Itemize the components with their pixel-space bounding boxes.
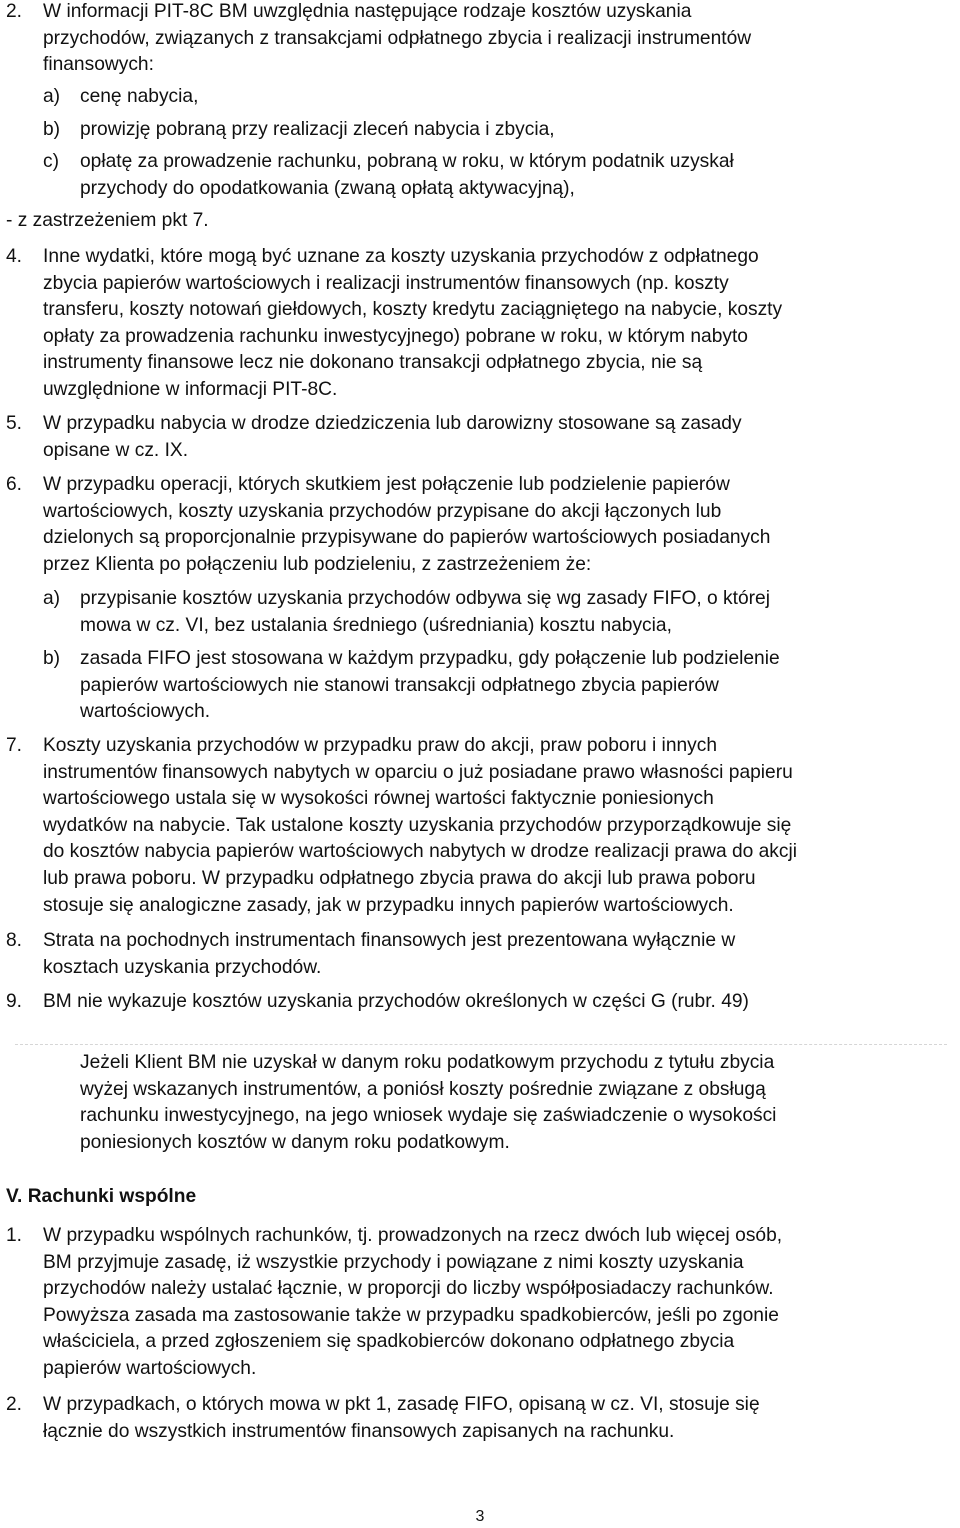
text-line: finansowych: [43, 54, 154, 76]
item-text [43, 1223, 953, 1383]
text-line: wydatków na nabycie. Tak ustalone koszty uzyskania przychodów przyporządkowuje się [43, 814, 792, 836]
text-line: papierów wartościowych nie stanowi transakcji odpłatnego zbycia papierów [80, 674, 719, 696]
item-2-tail: - z zastrzeżeniem pkt 7. [6, 210, 209, 231]
item-number: 8. [6, 930, 23, 951]
sub-item-label: b) [43, 119, 61, 140]
text-line: instrumenty finansowe lecz nie dokonano transakcji odpłatnego zbycia, nie są [43, 352, 703, 374]
text-line: instrumentów finansowych nabytych w oparciu o już posiadane prawo własności papieru [43, 761, 793, 783]
text-line: W informacji PIT-8C BM uwzględnia następujące rodzaje kosztów uzyskania [43, 1, 692, 22]
text-line: Inne wydatki, które mogą być uznane za koszty uzyskania przychodów z odpłatnego [43, 246, 759, 267]
divider [15, 1044, 947, 1045]
text-line: W przypadku nabycia w drodze dziedziczenia lub darowizny stosowane są zasady [43, 413, 742, 434]
item-number: 2. [6, 1394, 23, 1415]
text-line: łącznie do wszystkich instrumentów finansowych zapisanych na rachunku. [43, 1420, 675, 1442]
sub-item-label: c) [43, 151, 59, 172]
text-line: do kosztów nabycia papierów wartościowych nabytych w drodze realizacji prawa do akcji [43, 841, 797, 863]
text-line: uwzględnione w informacji PIT-8C. [43, 378, 338, 400]
text-line: kosztach uzyskania przychodów. [43, 956, 322, 978]
item-number: 9. [6, 991, 23, 1012]
item-number: 7. [6, 735, 23, 756]
text-line: stosuje się analogiczne zasady, jak w przypadku innych papierów wartościowych. [43, 894, 734, 916]
text-line: opisane w cz. IX. [43, 439, 189, 461]
text-line: prowizję pobraną przy realizacji zleceń nabycia i zbycia, [80, 119, 555, 140]
text-line: BM przyjmuje zasadę, iż wszystkie przychody i powiązane z nimi koszty uzyskania [43, 1251, 744, 1273]
page-number: 3 [475, 1508, 485, 1525]
item-number: 6. [6, 474, 23, 495]
text-line: Jeżeli Klient BM nie uzyskał w danym roku podatkowym przychodu z tytułu zbycia [80, 1052, 775, 1073]
item-number: 1. [6, 1225, 23, 1246]
text-line: Koszty uzyskania przychodów w przypadku praw do akcji, praw poboru i innych [43, 735, 718, 756]
text-line: opłatę za prowadzenie rachunku, pobraną w roku, w którym podatnik uzyskał [80, 151, 734, 172]
item-text [43, 244, 953, 404]
text-line: rachunku inwestycyjnego, na jego wniosek wydaje się zaświadczenie o wysokości [80, 1105, 777, 1127]
sub-item-label: a) [43, 86, 61, 107]
sub-item-label: a) [43, 588, 61, 609]
text-line: dzielonych są proporcjonalnie przypisywane do papierów wartościowych posiadanych [43, 527, 771, 549]
item-number: 2. [6, 1, 23, 22]
item-text [43, 989, 953, 1016]
sub-item-label: b) [43, 648, 61, 669]
text-line: przychody do opodatkowania (zwaną opłatą aktywacyjną), [80, 177, 575, 199]
item-number: 5. [6, 413, 23, 434]
text-line: wartościowych, koszty uzyskania przychodów przypisane do akcji łączonych lub [43, 500, 722, 522]
item-text [43, 472, 953, 578]
text-line: cenę nabycia, [80, 86, 199, 107]
text-line: transferu, koszty notowań giełdowych, koszty kredytu zaciągniętego na nabycie, koszty [43, 299, 783, 321]
text-line: W przypadku operacji, których skutkiem jest połączenie lub podzielenie papierów [43, 474, 730, 495]
text-line: przychodów należy ustalać łącznie, w proporcji do liczby współposiadaczy rachunków. [43, 1278, 774, 1300]
item-text [43, 0, 953, 79]
text-line: lub prawa poboru. W przypadku odpłatnego zbycia prawa do akcji lub prawa poboru [43, 867, 756, 889]
note-paragraph [80, 1050, 776, 1156]
text-line: wartościowych. [80, 701, 211, 723]
section-heading: V. Rachunki wspólne [6, 1186, 197, 1207]
text-line: BM nie wykazuje kosztów uzyskania przychodów określonych w części G (rubr. 49) [43, 991, 749, 1012]
text-line: zbycia papierów wartościowych i realizacji instrumentów finansowych (np. koszty [43, 272, 729, 294]
text-line: przez Klienta po połączeniu lub podzieleniu, z zastrzeżeniem że: [43, 553, 592, 575]
text-line: zasada FIFO jest stosowana w każdym przypadku, gdy połączenie lub podzielenie [80, 648, 780, 669]
item-text [43, 411, 953, 464]
text-line: papierów wartościowych. [43, 1357, 257, 1379]
text-line: W przypadku wspólnych rachunków, tj. prowadzonych na rzecz dwóch lub więcej osób, [43, 1225, 783, 1246]
text-line: przychodów, związanych z transakcjami odpłatnego zbycia i realizacji instrumentów [43, 27, 752, 49]
text-line: W przypadkach, o których mowa w pkt 1, zasadę FIFO, opisaną w cz. VI, stosuje się [43, 1394, 760, 1415]
text-line: Strata na pochodnych instrumentach finansowych jest prezentowana wyłącznie w [43, 930, 736, 951]
item-text [43, 733, 953, 919]
text-line: przypisanie kosztów uzyskania przychodów odbywa się wg zasady FIFO, o której [80, 588, 770, 609]
item-text [43, 1392, 953, 1445]
text-line: mowa w cz. VI, bez ustalania średniego (uśredniania) kosztu nabycia, [80, 614, 672, 636]
text-line: Powyższa zasada ma zastosowanie także w przypadku spadkobierców, jeśli po zgonie [43, 1304, 779, 1326]
text-line: wartościowego ustala się w wysokości równej wartości faktycznie poniesionych [43, 788, 714, 810]
item-text [43, 928, 953, 981]
text-line: opłaty za prowadzenia rachunku inwestycyjnego) pobrane w roku, w którym nabyto [43, 325, 748, 347]
item-number: 4. [6, 246, 23, 267]
text-line: wyżej wskazanych instrumentów, a poniósł koszty pośrednie związane z obsługą [80, 1078, 766, 1100]
text-line: poniesionych kosztów w danym roku podatkowym. [80, 1131, 510, 1153]
text-line: właściciela, a przed zgłoszeniem się spadkobierców dokonano odpłatnego zbycia [43, 1331, 735, 1353]
